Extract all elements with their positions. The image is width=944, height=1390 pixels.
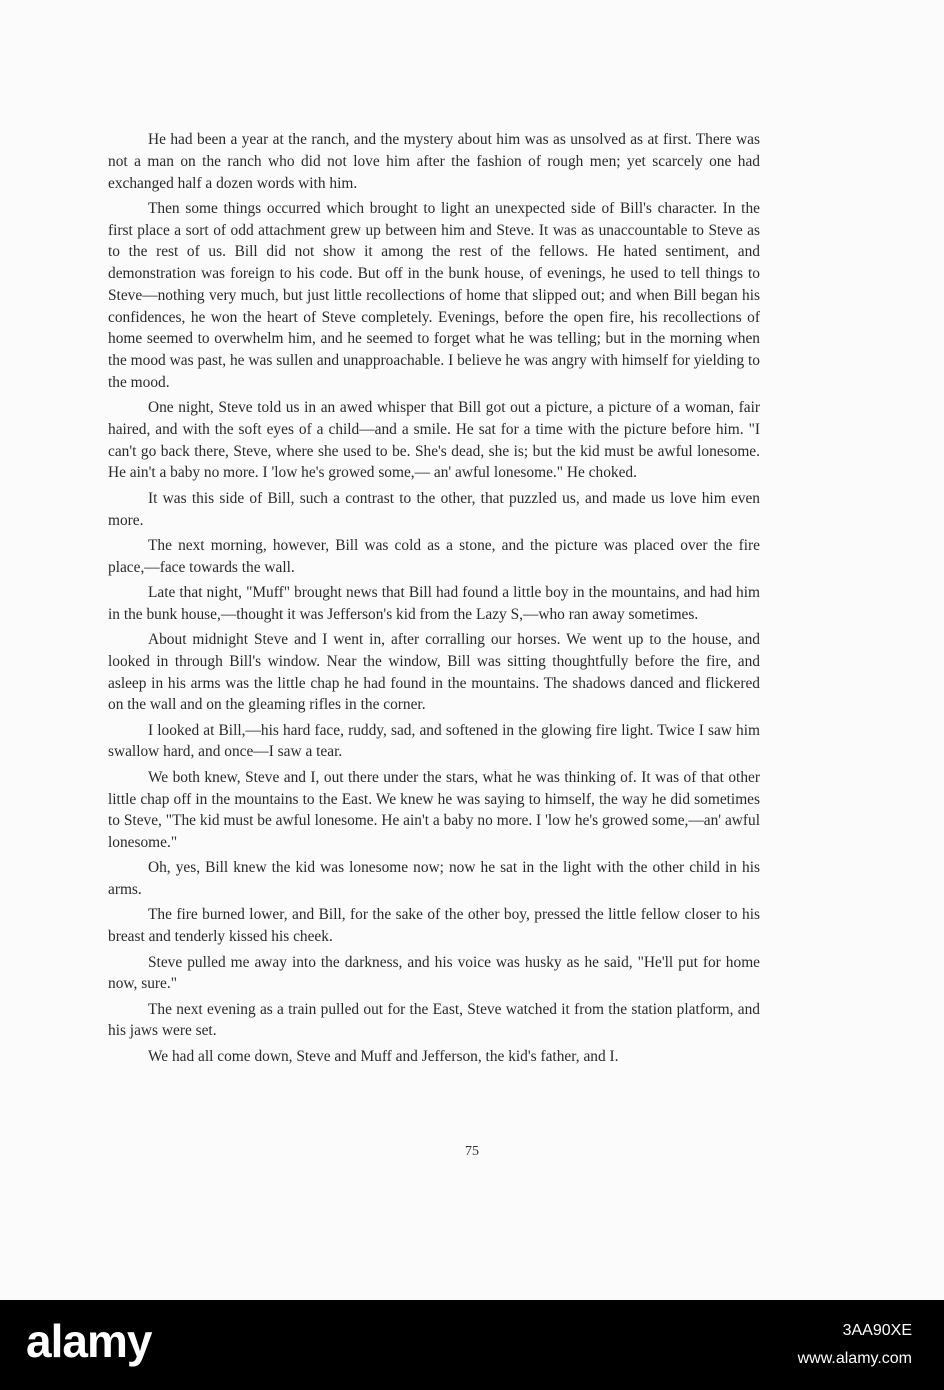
image-id-label: 3AA90XE bbox=[842, 1322, 912, 1339]
paragraph-14: We had all come down, Steve and Muff and Jefferson, the kid's father, and I. bbox=[148, 1047, 619, 1065]
paragraph-11: The fire burned lower, and Bill, for the sake of the other boy, pressed the little fellow closer to his breast and tenderly kissed his cheek. bbox=[108, 906, 760, 946]
paragraph-4: It was this side of Bill, such a contrast to the other, that puzzled us, and made us love him even more. bbox=[108, 489, 760, 529]
paragraph-1: He had been a year at the ranch, and the mystery about him was as unsolved as at first. There was not a man on the ranch who did not love him after the fashion of rough men; yet scarcely one had exchanged half a dozen words with him. bbox=[108, 131, 760, 192]
paragraph-5: The next morning, however, Bill was cold as a stone, and the picture was placed over the fire place,—face towards the wall. bbox=[108, 536, 760, 576]
paragraph-12: Steve pulled me away into the darkness, and his voice was husky as he said, "He'll put for home now, sure." bbox=[108, 953, 760, 993]
paragraph-10: Oh, yes, Bill knew the kid was lonesome now; now he sat in the light with the other child in his arms. bbox=[108, 859, 760, 899]
paragraph-9: We both knew, Steve and I, out there under the stars, what he was thinking of. It was of that other little chap off in the mountains to the East. We knew he was saying to himself, the way he did sometimes to Steve, "The kid must be awful lonesome. He ain't a baby no more. I 'low he's growed some,—an' awful lonesome." bbox=[108, 768, 760, 851]
alamy-logo: alamy bbox=[26, 1315, 152, 1367]
paragraph-6: Late that night, "Muff" brought news that Bill had found a little boy in the mountains, and had him in the bunk house,—thought it was Jefferson's kid from the Lazy S,—who ran away sometimes. bbox=[108, 583, 760, 623]
paragraph-8: I looked at Bill,—his hard face, ruddy, sad, and softened in the glowing fire light. Twice I saw him swallow hard, and once—I saw a tear. bbox=[108, 721, 760, 761]
paragraph-7: About midnight Steve and I went in, after corralling our horses. We went up to the house, and looked in through Bill's window. Near the window, Bill was sitting thoughtfully before the fire, and asleep in his arms was the little chap he had found in the mountains. The shadows danced and flickered on the wall and on the gleaming rifles in the corner. bbox=[108, 631, 760, 714]
paragraph-3: One night, Steve told us in an awed whisper that Bill got out a picture, a picture of a woman, fair haired, and with the soft eyes of a child—and a smile. He sat for a time with the picture before him. "I can't go back there, Steve, where she used to be. She's dead, she is; but the kid must be awful lonesome. He ain't a baby no more. I 'low he's growed some,— an' awful lonesome." He choked. bbox=[108, 399, 760, 482]
page-body bbox=[108, 129, 760, 1071]
site-url-label: www.alamy.com bbox=[797, 1350, 912, 1367]
paragraph-2: Then some things occurred which brought to light an unexpected side of Bill's character. In the first place a sort of odd attachment grew up between him and Steve. It was as unaccountable to Steve as to the rest of us. Bill did not show it among the rest of the fellows. He hated sentiment, and demonstration was foreign to his code. But off in the bunk house, of evenings, he used to tell things to Steve—nothing very much, but just little recollections of home that slipped out; and when Bill began his confidences, he won the heart of Steve completely. Evenings, before the open fire, his recollections of home seemed to overwhelm him, and he seemed to forget what he was telling; but in the morning when the mood was past, he was sullen and unapproachable. I believe he was angry with himself for yielding to the mood. bbox=[108, 199, 760, 391]
paragraph-13: The next evening as a train pulled out for the East, Steve watched it from the station platform, and his jaws were set. bbox=[108, 1000, 760, 1040]
page-number: 75 bbox=[465, 1144, 479, 1159]
